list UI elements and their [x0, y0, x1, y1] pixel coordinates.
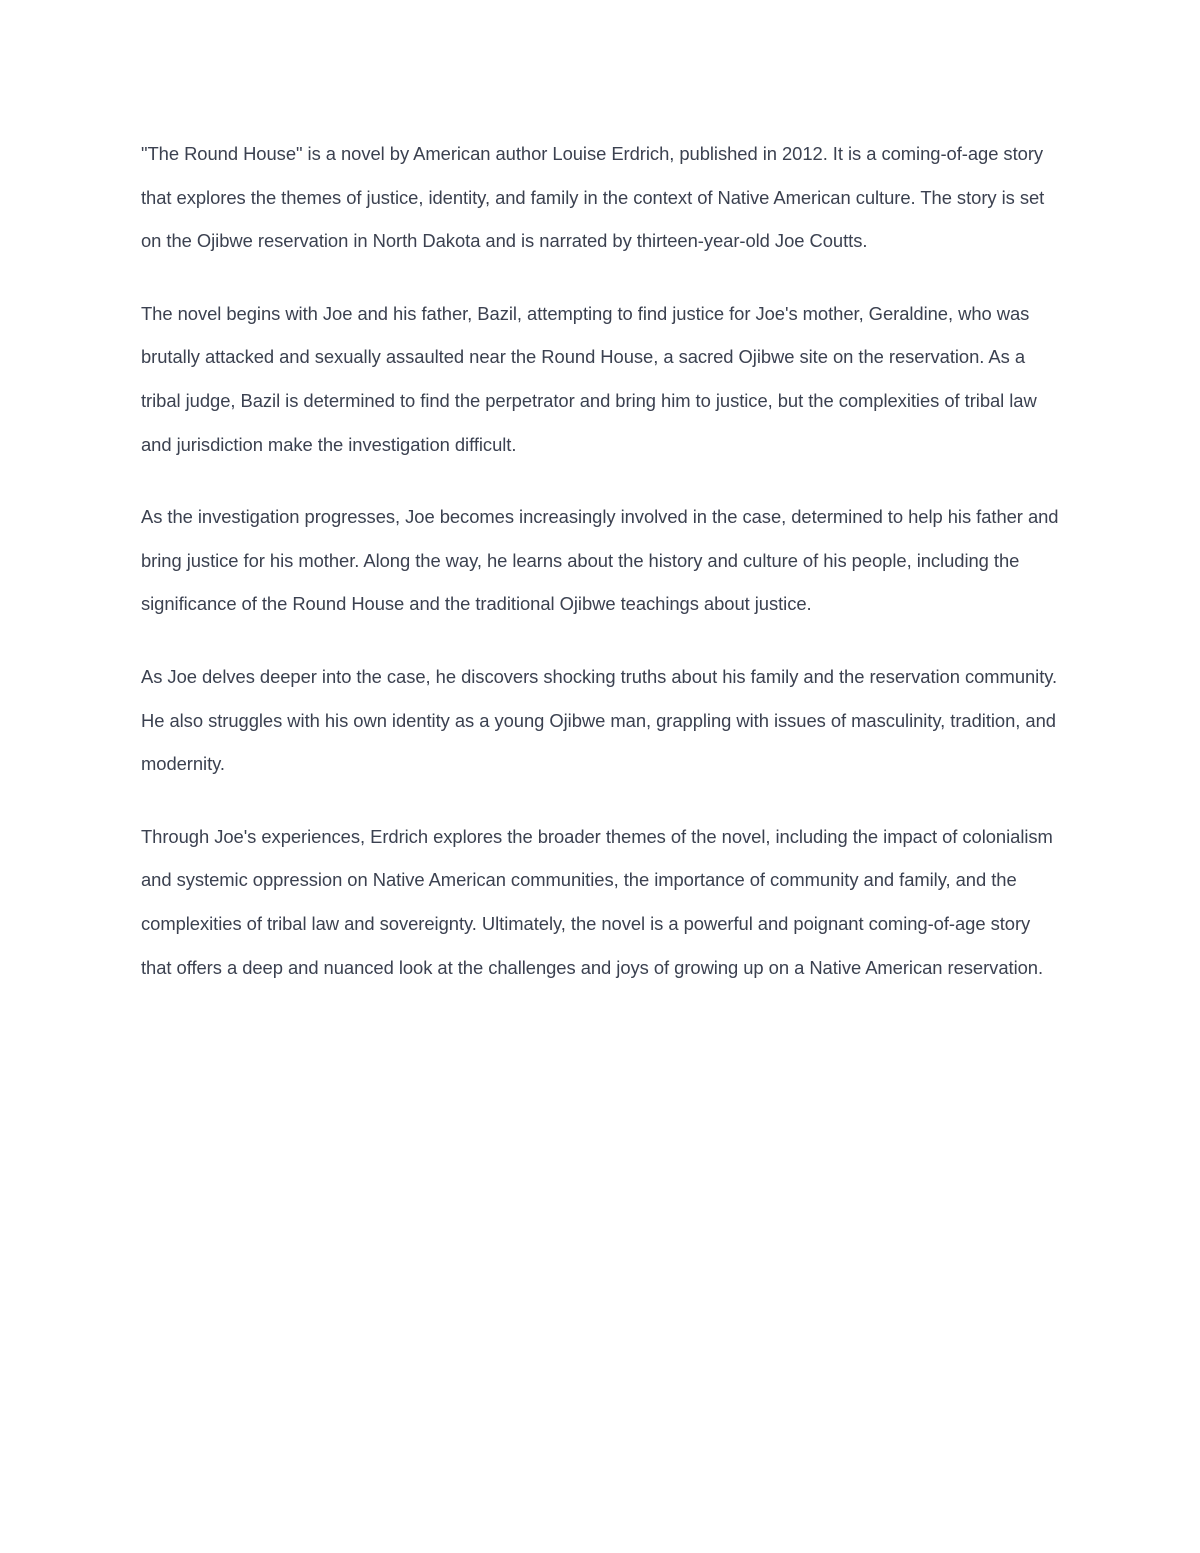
paragraph-2: The novel begins with Joe and his father, Bazil, attempting to find justice for Joe's mother, Geraldine, who was brutally attacked and sexually assaulted near the Round House, a sacred Ojibwe site on the reservation. As a tribal judge, Bazil is determined to find the perpetrator and bring him to justice, but the complexities of tribal law and jurisdiction make the investigation difficult.	[141, 302, 1037, 455]
paragraph-1: "The Round House" is a novel by American author Louise Erdrich, published in 2012. It is a coming-of-age story that explores the themes of justice, identity, and family in the context of Native American culture. The story is set on the Ojibwe reservation in North Dakota and is narrated by thirteen-year-old Joe Coutts.	[141, 143, 1045, 252]
paragraph-3: As the investigation progresses, Joe becomes increasingly involved in the case, determined to help his father and bring justice for his mother. Along the way, he learns about the history and culture of his people, including the significance of the Round House and the traditional Ojibwe teachings about justice.	[141, 506, 1059, 615]
paragraph-4: As Joe delves deeper into the case, he discovers shocking truths about his family and the reservation community. He also struggles with his own identity as a young Ojibwe man, grappling with issues of masculinity, tradition, and modernity.	[141, 665, 1058, 775]
document-body	[141, 132, 1063, 1018]
paragraph-5: Through Joe's experiences, Erdrich explores the broader themes of the novel, including the impact of colonialism and systemic oppression on Native American communities, the importance of community and family, and the complexities of tribal law and sovereignty. Ultimately, the novel is a powerful and poignant coming-of-age story that offers a deep and nuanced look at the challenges and joys of growing up on a Native American reservation.	[141, 825, 1053, 978]
